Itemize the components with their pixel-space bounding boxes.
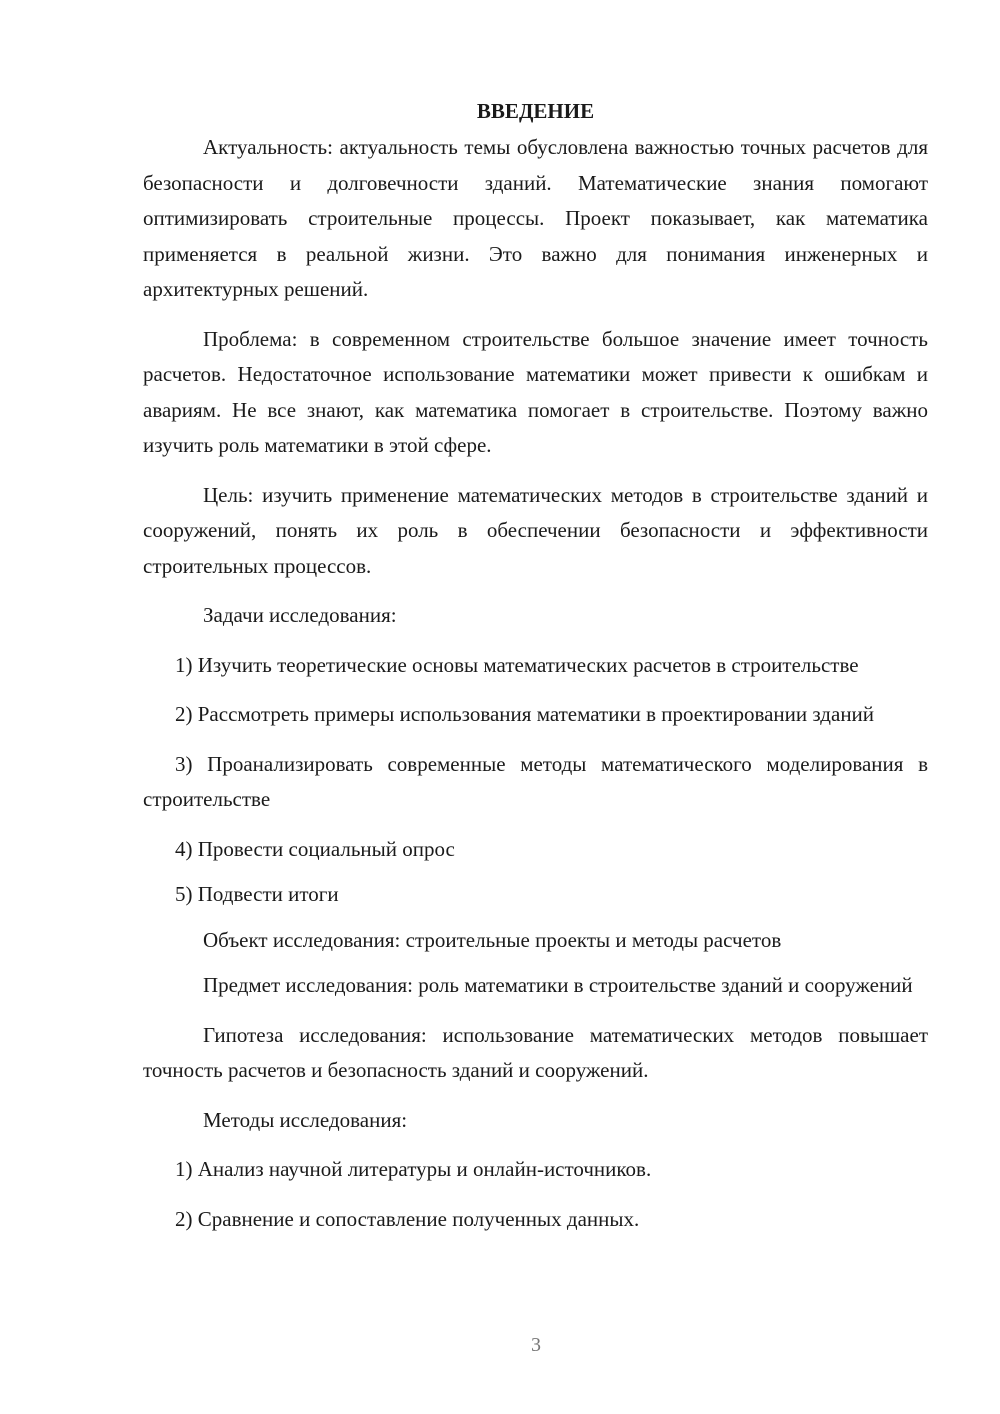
list-item-task-4: 4) Провести социальный опрос bbox=[175, 836, 455, 861]
page-number: 3 bbox=[531, 1334, 541, 1356]
list-item-task-5: 5) Подвести итоги bbox=[175, 882, 339, 906]
paragraph-hypothesis: Гипотеза исследования: использование математических методов повышает точность расчетов и безопасность зданий и сооружений. bbox=[143, 1022, 928, 1082]
paragraph-relevance: Актуальность: актуальность темы обусловлена важностью точных расчетов для безопасности и долговечности зданий. Математические знания помогают оптимизировать строительные процессы. Проект показывает, как математика применяется в реальной жизни. Это важно для понимания инженерных и архитектурных решений. bbox=[143, 135, 928, 301]
list-item-method-1: 1) Анализ научной литературы и онлайн-источников. bbox=[175, 1157, 652, 1181]
list-item-task-2: 2) Рассмотреть примеры использования математики в проектировании зданий bbox=[175, 702, 875, 726]
list-item-task-1: 1) Изучить теоретические основы математических расчетов в строительстве bbox=[175, 652, 859, 677]
document-page bbox=[143, 96, 928, 1251]
list-item-task-3: 3) Проанализировать современные методы математического моделирования в строительстве bbox=[143, 751, 928, 811]
list-item-method-2: 2) Сравнение и сопоставление полученных данных. bbox=[175, 1206, 640, 1231]
paragraph-object: Объект исследования: строительные проекты и методы расчетов bbox=[203, 927, 782, 952]
paragraph-tasks-heading: Задачи исследования: bbox=[203, 603, 397, 627]
paragraph-goal: Цель: изучить применение математических методов в строительстве зданий и сооружений, понять их роль в обеспечении безопасности и эффективности строительных процессов. bbox=[143, 482, 928, 578]
paragraph-subject: Предмет исследования: роль математики в строительстве зданий и сооружений bbox=[203, 973, 913, 997]
paragraph-problem: Проблема: в современном строительстве большое значение имеет точность расчетов. Недостаточное использование математики может привести к ошибкам и авариям. Не все знают, как математика помогает в строительстве. Поэтому важно изучить роль математики в этой сфере. bbox=[143, 326, 928, 457]
section-title: ВВЕДЕНИЕ bbox=[476, 99, 595, 123]
paragraph-methods-heading: Методы исследования: bbox=[203, 1107, 408, 1132]
